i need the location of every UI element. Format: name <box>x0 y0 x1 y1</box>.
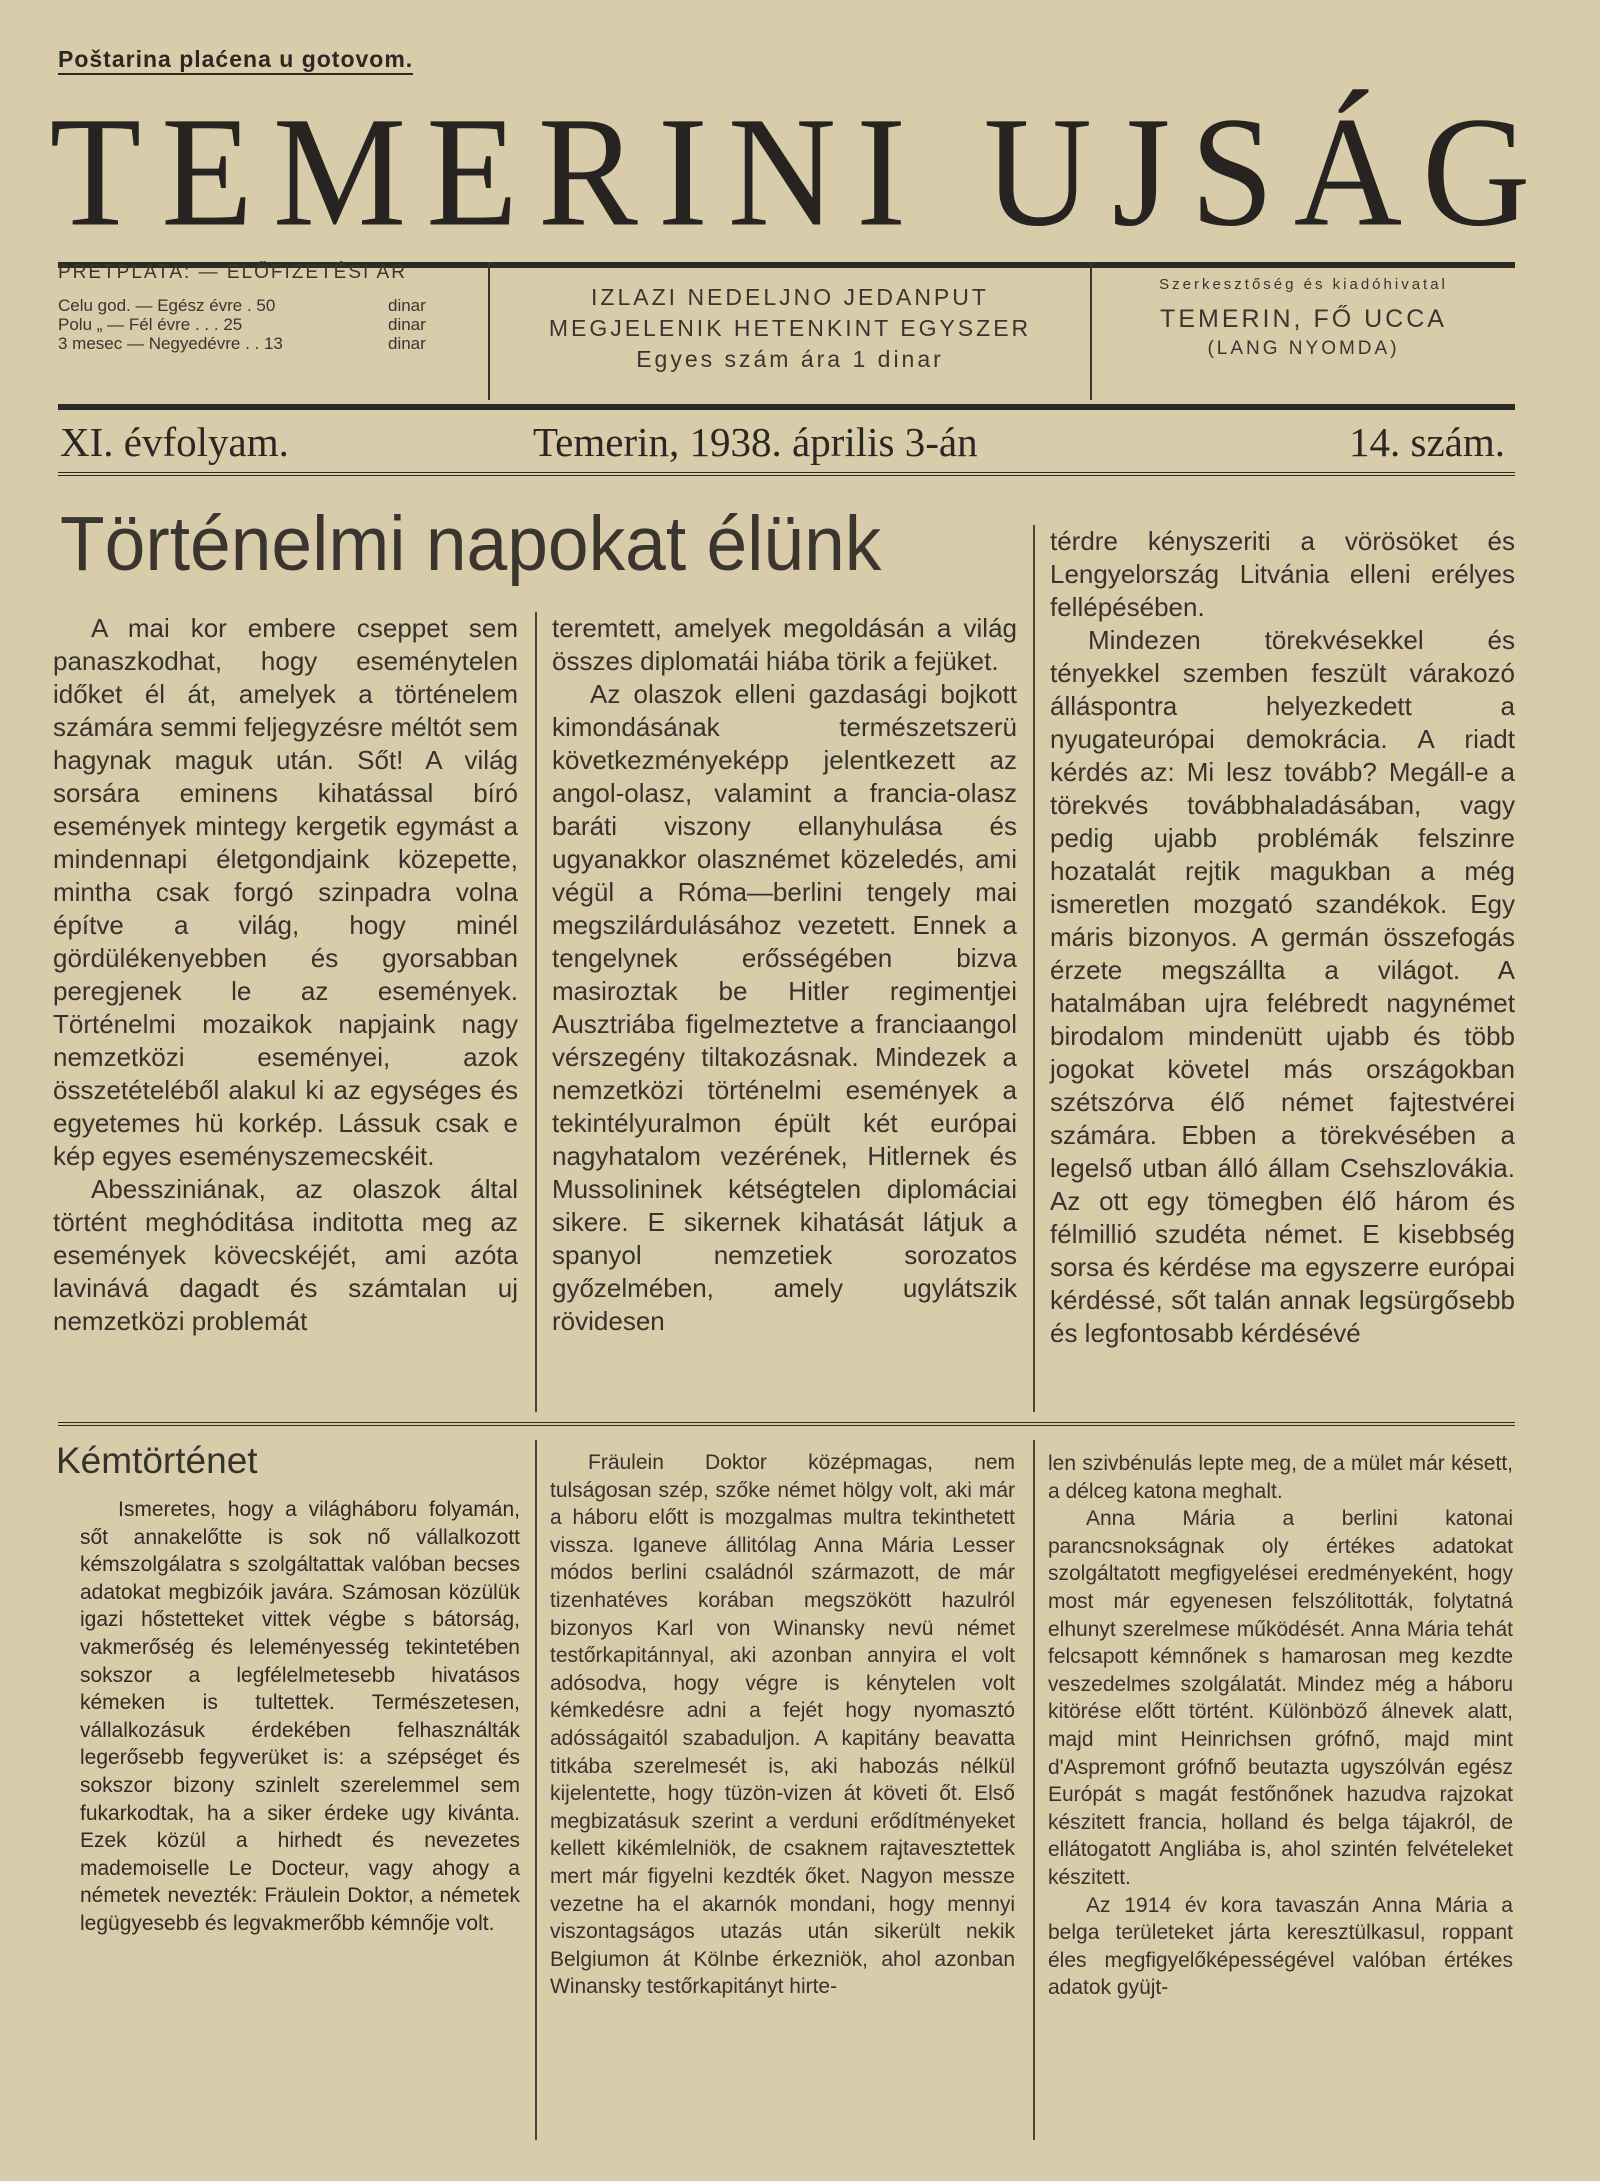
section-rule <box>58 1422 1515 1432</box>
editorial-line: Szerkesztőség és kiadóhivatal <box>1159 276 1448 293</box>
subscription-row: Celu god. — Egész évre . 50 dinar <box>58 296 426 315</box>
column-divider <box>1033 525 1035 1412</box>
publication-box <box>488 262 1092 400</box>
article-column-2 <box>552 612 1017 1338</box>
publication-line: MEGJELENIK HETENKINT EGYSZER <box>548 315 1032 341</box>
issue-number: 14. szám. <box>1349 419 1505 465</box>
article-paragraph: teremtett, amelyek megoldásán a világ összes diplomatái hiába törik a fejüket. <box>552 613 1017 676</box>
column-divider <box>535 1440 537 2140</box>
spy-story-column-2 <box>550 1449 1015 2001</box>
article-paragraph: térdre kényszeriti a vörösöket és Lengyelország Litvánia elleni erélyes fellépésében. <box>1050 526 1515 622</box>
editorial-address: TEMERIN, FŐ UCCA <box>1160 305 1447 333</box>
spy-story-column-3 <box>1048 1450 1513 2002</box>
article-paragraph: Az olaszok elleni gazdasági bojkott kimondásának természetszerü következményeképp jelentkezett az angol-olasz, valamint a francia-olasz baráti viszony ellanyhulása és ugyanakkor olasznémet közeledés, ami végül a Róma—berlini tengely mai megszilárdulásához vezetett. Ennek a tengelynek erősségében bizva masiroztak be Hitler regimentjei Ausztriába figelmeztetve a franciaangol vérszegény tiltakozásnak. Mindezek a nemzetközi történelmi események a tekintélyuralmon épült két európai nagyhatalom vezérének, Hitlernek és Mussolininek kétségtelen diplomáciai sikere. E sikernek kihatását látjuk a spanyol nemzetiek sorozatos győzelmében, amely ugylátszik rövidesen <box>552 679 1017 1336</box>
article-column-3 <box>1050 525 1515 1350</box>
article-paragraph: Ismeretes, hogy a világháboru folyamán, sőt annakelőtte is sok nő vállalkozott kémszolgálatra s szolgáltattak valóban becses adatokat megbizóik javára. Számosan közülük igazi hőstetteket vittek végbe s bátorság, vakmerőség és leleményesség tekintetében sokszor a legfélelmetesebb hivatásos kémeken is tultettek. Természetesen, vállalkozásuk érdekében felhasználták legerősebb fegyverüket is: a szépséget és sokszor bizony szinlelt szerelemmel sem fukarkodtak, ha a siker érdeke ugy kivánta. Ezek közül a hirhedt és nevezetes mademoiselle Le Docteur, vagy ahogy a németek nevezték: Fräulein Doktor, a németek legügyesebb és legvakmerőbb kémnője volt. <box>80 1498 520 1935</box>
price-line: Egyes szám ára 1 dinar <box>636 346 944 372</box>
article-paragraph: Abessziniának, az olaszok által történt meghóditása inditotta meg az események kövecskéjét, ami azóta lavinává dagadt és számtalan uj nemzetközi problemát <box>53 1174 518 1336</box>
article-paragraph: Anna Mária a berlini katonai parancsnokságnak oly értékes adatokat szolgáltatott megfigyelései eredményeként, hogy most már egyenesen felszólitották, folytatná elhunyt szerelmese működését. Anna Mária tehát felcsapott kémnőnek s hamarosan meg kezdte veszedelmes szolgálatát. Mindez még a háboru kitörése előtt történt. Különböző álnevek alatt, majd mint Heinrichsen grófnő, majd mint d'Aspremont grófnő beutazta ugyszólván egész Európát s magát festőnőnek hazudva rajzokat készitett francia, holland és belga tájakról, de ellátogatott Angliába is, ahol szintén felvételeket készitett. <box>1048 1507 1513 1889</box>
subscription-box <box>58 262 483 400</box>
article-paragraph: Fräulein Doktor középmagas, nem tulságosan szép, szőke német hölgy volt, aki már a háboru előtt is mozgalmas multra tekinthetett vissza. Iganeve állitólag Anna Mária Lesser módos berlini családnól származott, de már tizenhatéves korában megszökött hazulról bizonyos Karl von Winansky nevü német testőrkapitánnyal, aki azonban annyira el volt adósodva, hogy végre is kénytelen volt kémkedésre adni a fejét hogy nyomasztó adósságaitól szabaduljon. A kapitány beavatta titkába szerelmesét is, aki habozás nélkül kijelentette, hogy tüzön-vizen át követi őt. Első megbizatásuk szerint a verduni erődítményeket kellett kikémlelniök, de csaknem rajtavesztettek mert már figyelni kezdték őket. Nagyon messze vezetne ha el akarnók mondani, hogy mennyi viszontagságos utazás után sikerült nekik Belgiumon át Kölnbe érkezniök, ahol azonban Winansky testőrkapitányt hirte- <box>550 1451 1015 1999</box>
article-column-1 <box>53 612 518 1338</box>
article-paragraph: Mindezen törekvésekkel és tényekkel szemben feszült várakozó álláspontra helyezkedett a nyugateurópai demokrácia. A riadt kérdés az: Mi lesz tovább? Megáll-e a törekvés továbbhaladásában, vagy pedig ujabb problémák felszinre hozatalát rejtik magukban a még ismeretlen mozgató szandékok. Egy máris bizonyos. A germán összefogás érzete megszállta a világot. A hatalmában ujra felébredt nagynémet birodalom mindenütt ujabb és több jogokat követel más országokban szétszórva élő német fajtestvérei számára. Ebben a törekvésében a legelső utban álló állam Csehszlovákia. Az ott egy tömegben élő három és félmillió szudéta német. E kisebbség sorsa és kérdése ma egyszerre európai kérdéssé, sőt talán annak legsürgősebb és legfontosabb kérdésévé <box>1050 625 1515 1348</box>
article-paragraph: A mai kor embere cseppet sem panaszkodhat, hogy eseménytelen időket él át, amelyek a történelem számára semmi feljegyzésre méltót sem hagynak maguk után. Sőt! A világ sorsára eminens kihatással bíró események mintegy kergetik egymást a mindennapi életgondjaink közepette, mintha csak forgó szinpadra volna építve a világ, hogy minél gördülékenyebben és gyorsabban peregjenek le az események. Történelmi mozaikok napjaink nagy nemzetközi eseményei, azok összetételéből alakul ki az egységes és egyetemes hü korkép. Lássuk csak e kép egyes eseményszemecskéit. <box>53 613 518 1171</box>
masthead-title: TEMERINI UJSÁG <box>49 84 1551 260</box>
subscription-heading: PRETPLATA: — ELŐFIZETÉSI AR <box>58 262 407 283</box>
article-paragraph: Az 1914 év kora tavaszán Anna Mária a belga területeket járta keresztülkasul, roppant éles megfigyelőképességével valóban értékes adatok gyüjt- <box>1048 1893 1513 2000</box>
subscription-row: Polu „ — Fél évre . . . 25 dinar <box>58 315 426 334</box>
info-rule-bottom <box>58 404 1515 410</box>
article-headline: Történelmi napokat élünk <box>60 501 882 587</box>
place-date: Temerin, 1938. április 3-án <box>533 419 978 465</box>
editorial-printer: (LANG NYOMDA) <box>1207 338 1400 359</box>
volume-label: XI. évfolyam. <box>60 419 289 465</box>
dateline <box>58 414 1515 470</box>
dateline-rule <box>58 472 1515 482</box>
column-divider <box>1033 1440 1035 2140</box>
postal-note: Poštarina plaćena u gotovom. <box>58 46 413 75</box>
article-paragraph: len szivbénulás lepte meg, de a mület már késett, a délceg katona meghalt. <box>1048 1452 1513 1503</box>
spy-story-column-1 <box>80 1496 520 1938</box>
section-title: Kémtörténet <box>56 1440 258 1481</box>
publication-line: IZLAZI NEDELJNO JEDANPUT <box>591 284 989 310</box>
editorial-box <box>1092 262 1515 400</box>
subscription-row: 3 mesec — Negyedévre . . 13 dinar <box>58 334 426 353</box>
column-divider <box>535 612 537 1412</box>
